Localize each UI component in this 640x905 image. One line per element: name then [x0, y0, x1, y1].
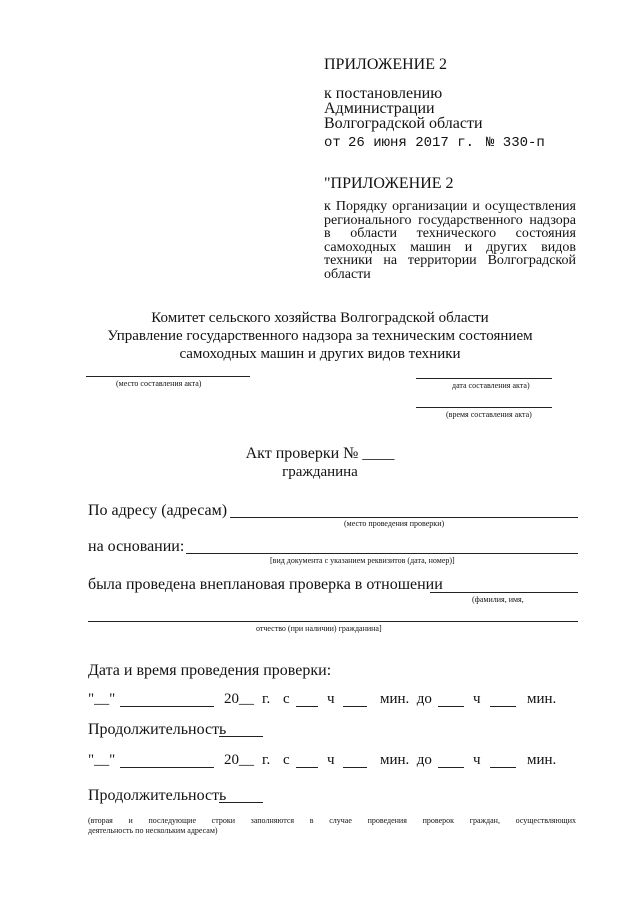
date-caption: дата составления акта): [452, 381, 530, 390]
to-min-line[interactable]: [490, 706, 516, 707]
year-field[interactable]: 20__: [224, 691, 254, 707]
month-line[interactable]: [120, 767, 214, 768]
sub-appendix-line: в области технического состояния: [324, 226, 576, 241]
place-caption: (место составления акта): [116, 379, 202, 388]
time-line[interactable]: [416, 407, 552, 408]
time-caption: (время составления акта): [446, 410, 532, 419]
decree-date: 26 июня 2017 г.: [348, 135, 475, 151]
address-label: По адресу (адресам): [88, 502, 228, 519]
footnote: [88, 816, 576, 836]
min-to-label: мин. до: [380, 691, 432, 707]
appendix-to: [324, 86, 483, 131]
sub-appendix-line: самоходных машин и других видов: [324, 239, 576, 255]
duration-line[interactable]: [219, 736, 263, 737]
from-hour-line[interactable]: [296, 706, 318, 707]
basis-line[interactable]: [186, 553, 578, 554]
day-field[interactable]: "__": [88, 752, 116, 768]
from-min-line[interactable]: [343, 706, 367, 707]
sub-appendix-line: регионального государственного надзора: [324, 212, 576, 228]
g-label: г.: [262, 691, 271, 707]
sub-appendix-text: [324, 200, 576, 281]
address-line[interactable]: [230, 517, 578, 518]
min-label: мин.: [527, 691, 557, 707]
footnote-line: (вторая и последующие строки заполняются в случае проведения проверок граждан, осуществляющих: [88, 816, 576, 825]
duration-label: Продолжительность: [88, 721, 227, 738]
sub-appendix-line: техники на территории Волгоградской: [324, 253, 576, 268]
act-subtitle: гражданина: [282, 464, 358, 480]
hour-label: ч: [473, 691, 481, 707]
day-field[interactable]: "__": [88, 691, 116, 707]
sub-appendix-title: "ПРИЛОЖЕНИЕ 2: [324, 175, 454, 192]
sub-appendix-line: области: [324, 266, 371, 282]
address-caption: (место проведения проверки): [344, 519, 445, 528]
unplanned-label: была проведена внеплановая проверка в отношении: [88, 576, 443, 593]
org-block: [0, 309, 640, 363]
org-line: самоходных машин и других видов техники: [179, 346, 461, 362]
min-to-label: мин. до: [380, 752, 432, 768]
from-label: с: [283, 752, 290, 768]
year-field[interactable]: 20__: [224, 752, 254, 768]
date-prefix: от: [324, 135, 341, 151]
name-caption: (фамилия, имя,: [472, 595, 524, 604]
name-line[interactable]: [430, 592, 578, 593]
appendix-to-line: Администрации: [324, 100, 435, 117]
sub-appendix-line: к Порядку организации и осуществления: [324, 199, 576, 214]
patronymic-caption: отчество (при наличии) гражданина]: [256, 624, 382, 633]
hour-label: ч: [327, 691, 335, 707]
basis-caption: [вид документа с указанием реквизитов (дата, номер)]: [270, 556, 455, 565]
act-title: Акт проверки № ____: [245, 445, 395, 462]
footnote-line: деятельность по нескольким адресам): [88, 826, 218, 835]
from-min-line[interactable]: [343, 767, 367, 768]
org-line: Комитет сельского хозяйства Волгоградской области: [151, 310, 489, 326]
hour-label: ч: [473, 752, 481, 768]
org-line: Управление государственного надзора за техническим состоянием: [107, 328, 533, 344]
duration-line[interactable]: [219, 802, 263, 803]
to-hour-line[interactable]: [438, 767, 464, 768]
date-line[interactable]: [416, 378, 552, 379]
decree-number: № 330-п: [486, 135, 545, 151]
basis-label: на основании:: [88, 538, 185, 555]
datetime-heading: Дата и время проведения проверки:: [88, 662, 332, 679]
patronymic-line[interactable]: [88, 621, 578, 622]
min-label: мин.: [527, 752, 557, 768]
appendix-to-line: Волгоградской области: [324, 115, 483, 132]
month-line[interactable]: [120, 706, 214, 707]
appendix-to-line: к постановлению: [324, 85, 443, 102]
to-hour-line[interactable]: [438, 706, 464, 707]
to-min-line[interactable]: [490, 767, 516, 768]
from-label: с: [283, 691, 290, 707]
hour-label: ч: [327, 752, 335, 768]
g-label: г.: [262, 752, 271, 768]
place-line[interactable]: [86, 376, 250, 377]
from-hour-line[interactable]: [296, 767, 318, 768]
duration-label: Продолжительность: [88, 787, 227, 804]
appendix-title: ПРИЛОЖЕНИЕ 2: [324, 56, 448, 73]
